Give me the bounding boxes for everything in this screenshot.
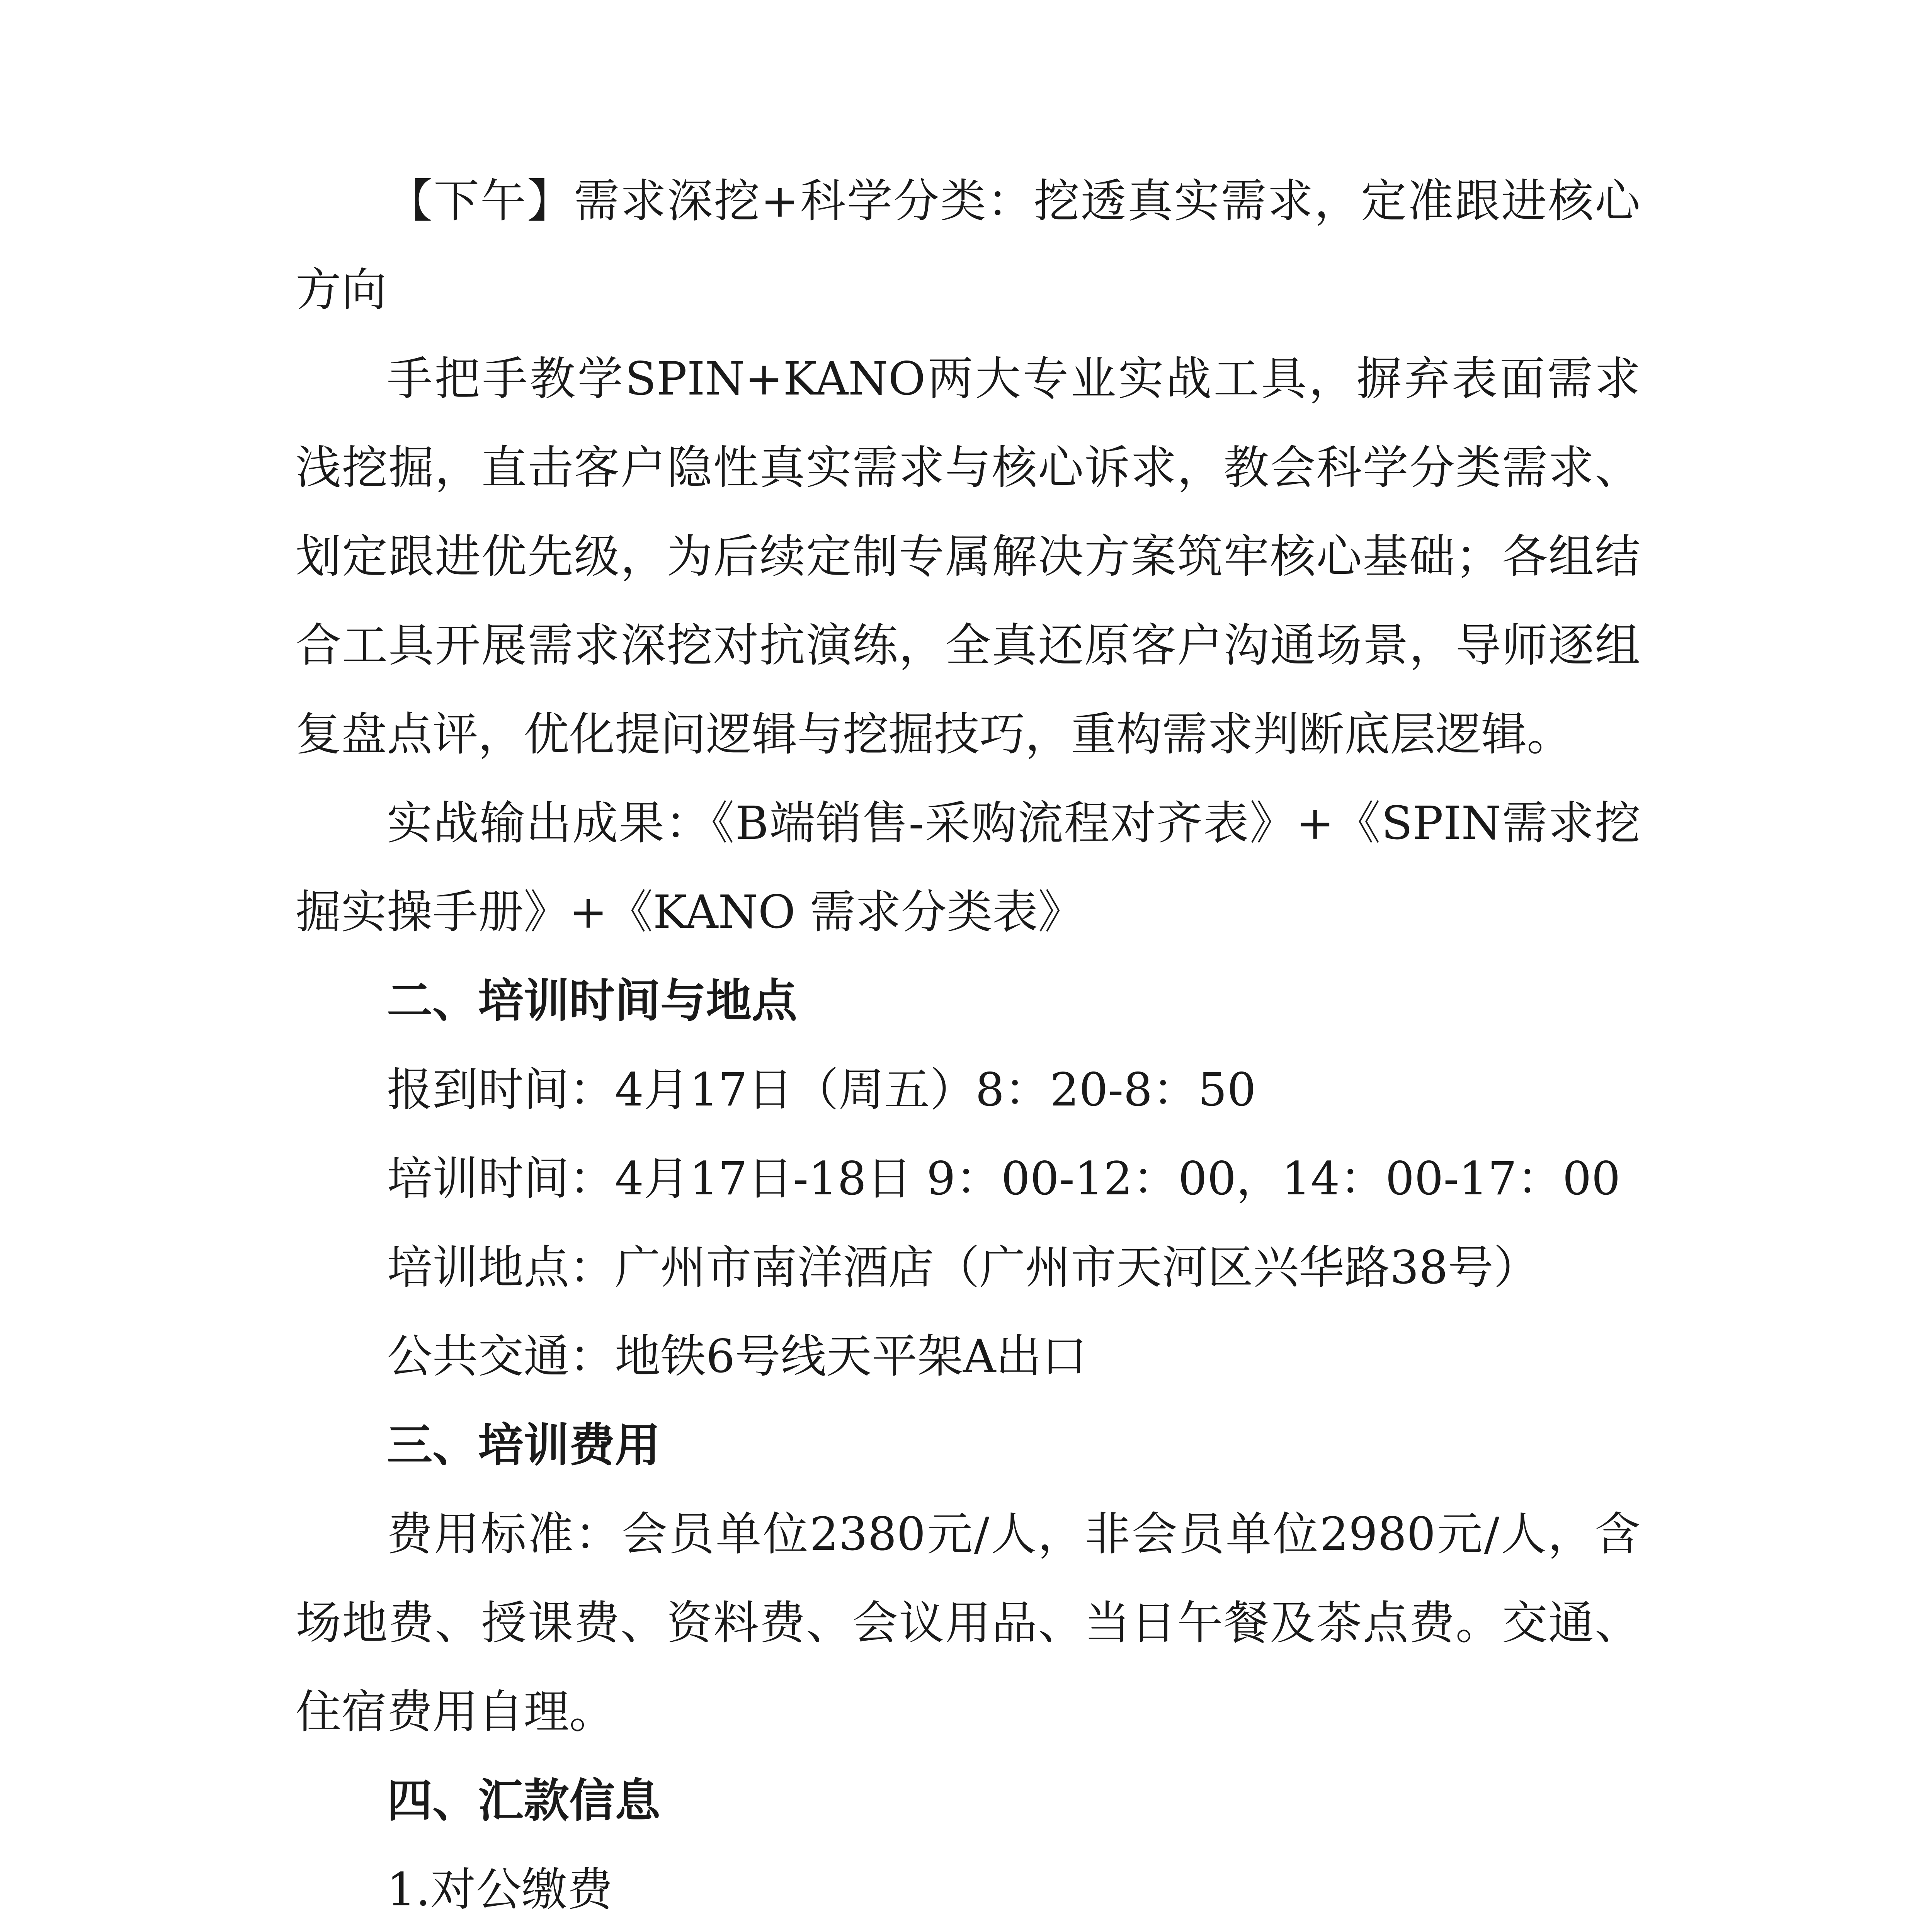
training-time: 培训时间：4月17日-18日 9：00-12：00，14：00-17：00 xyxy=(387,1152,1621,1205)
document-body xyxy=(296,156,1640,1932)
section-heading-remittance: 四、汇款信息 xyxy=(387,1774,661,1827)
fee-standard: 费用标准：会员单位2380元/人，非会员单位2980元/人，含场地费、授课费、资料费、会议用品、当日午餐及茶点费。交通、住宿费用自理。 xyxy=(296,1507,1640,1738)
checkin-time: 报到时间：4月17日（周五）8：20-8：50 xyxy=(387,1063,1256,1116)
training-location: 培训地点：广州市南洋酒店（广州市天河区兴华路38号） xyxy=(387,1241,1539,1294)
public-transport: 公共交通：地铁6号线天平架A出口 xyxy=(387,1330,1087,1383)
section-heading-fees: 三、培训费用 xyxy=(387,1418,661,1472)
afternoon-session-body: 手把手教学SPIN+KANO两大专业实战工具，摒弃表面需求浅挖掘，直击客户隐性真实需求与核心诉求，教会科学分类需求、划定跟进优先级，为后续定制专属解决方案筑牢核心基础；各组结合工具开展需求深挖对抗演练，全真还原客户沟通场景，导师逐组复盘点评，优化提问逻辑与挖掘技巧，重构需求判断底层逻辑。 xyxy=(296,352,1640,761)
afternoon-session-title: 【下午】需求深挖+科学分类：挖透真实需求，定准跟进核心方向 xyxy=(296,174,1640,316)
afternoon-session-output: 实战输出成果：《B端销售-采购流程对齐表》+《SPIN需求挖掘实操手册》+《KANO 需求分类表》 xyxy=(296,796,1640,939)
corporate-payment-label: 1.对公缴费 xyxy=(387,1863,613,1916)
section-heading-time-location: 二、培训时间与地点 xyxy=(387,974,798,1027)
